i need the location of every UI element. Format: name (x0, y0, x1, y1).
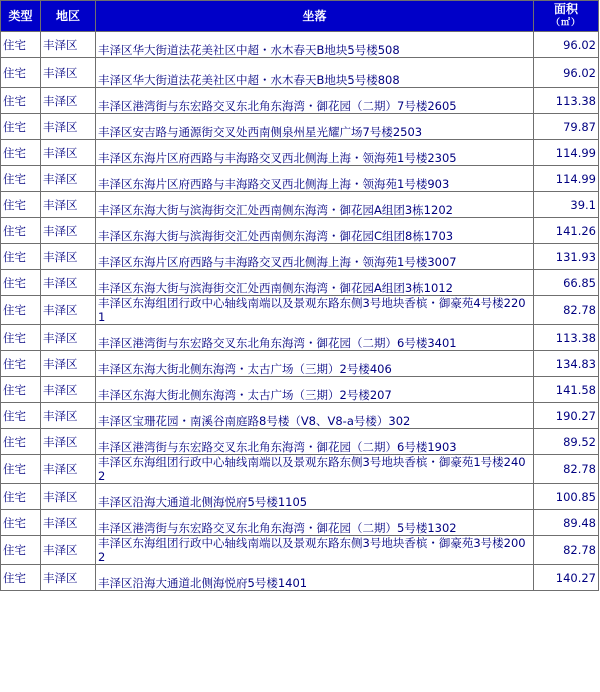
table-body (1, 32, 599, 591)
cell-area: 39.1 (534, 192, 599, 218)
table-row (1, 455, 599, 484)
cell-type: 住宅 (1, 455, 41, 484)
cell-district: 丰泽区 (41, 140, 96, 166)
cell-location: 丰泽区沿海大通道北侧海悦府5号楼1105 (96, 484, 534, 510)
cell-location: 丰泽区宝珊花园・南溪谷南庭路8号楼（V8、V8-a号楼）302 (96, 403, 534, 429)
table-row (1, 510, 599, 536)
cell-type: 住宅 (1, 270, 41, 296)
cell-area: 134.83 (534, 351, 599, 377)
cell-area: 141.58 (534, 377, 599, 403)
cell-area: 96.02 (534, 32, 599, 58)
cell-location: 丰泽区东海大街与滨海街交汇处西南侧东海湾・御花园A组团3栋1202 (96, 192, 534, 218)
cell-location: 丰泽区东海大街北侧东海湾・太古广场（三期）2号楼207 (96, 377, 534, 403)
cell-type: 住宅 (1, 325, 41, 351)
cell-district: 丰泽区 (41, 403, 96, 429)
table-row (1, 296, 599, 325)
cell-district: 丰泽区 (41, 296, 96, 325)
cell-district: 丰泽区 (41, 166, 96, 192)
cell-district: 丰泽区 (41, 270, 96, 296)
table-row (1, 429, 599, 455)
cell-district: 丰泽区 (41, 58, 96, 88)
cell-district: 丰泽区 (41, 32, 96, 58)
cell-type: 住宅 (1, 510, 41, 536)
cell-district: 丰泽区 (41, 218, 96, 244)
cell-type: 住宅 (1, 484, 41, 510)
cell-location: 丰泽区沿海大通道北侧海悦府5号楼1401 (96, 565, 534, 591)
cell-location: 丰泽区港湾街与东宏路交叉东北角东海湾・御花园（二期）5号楼1302 (96, 510, 534, 536)
cell-location: 丰泽区东海组团行政中心轴线南端以及景观东路东侧3号地块香槟・御豪苑3号楼2002 (96, 536, 534, 565)
cell-area: 113.38 (534, 325, 599, 351)
cell-area: 66.85 (534, 270, 599, 296)
cell-type: 住宅 (1, 377, 41, 403)
cell-type: 住宅 (1, 166, 41, 192)
table-row (1, 32, 599, 58)
table-row (1, 403, 599, 429)
table-row (1, 484, 599, 510)
cell-district: 丰泽区 (41, 114, 96, 140)
cell-location: 丰泽区东海组团行政中心轴线南端以及景观东路东侧3号地块香槟・御豪苑1号楼2402 (96, 455, 534, 484)
cell-type: 住宅 (1, 536, 41, 565)
cell-type: 住宅 (1, 58, 41, 88)
cell-area: 141.26 (534, 218, 599, 244)
cell-district: 丰泽区 (41, 455, 96, 484)
header-area (534, 1, 599, 32)
cell-location: 丰泽区东海片区府西路与丰海路交叉西北侧海上海・领海苑1号楼2305 (96, 140, 534, 166)
table-row (1, 565, 599, 591)
cell-district: 丰泽区 (41, 484, 96, 510)
cell-area: 190.27 (534, 403, 599, 429)
cell-type: 住宅 (1, 403, 41, 429)
cell-district: 丰泽区 (41, 377, 96, 403)
cell-district: 丰泽区 (41, 88, 96, 114)
cell-district: 丰泽区 (41, 565, 96, 591)
cell-area: 113.38 (534, 88, 599, 114)
cell-type: 住宅 (1, 88, 41, 114)
cell-district: 丰泽区 (41, 351, 96, 377)
cell-location: 丰泽区华大街道法花美社区中超・水木春天B地块5号楼508 (96, 32, 534, 58)
cell-area: 100.85 (534, 484, 599, 510)
table-header (1, 1, 599, 32)
table-row (1, 140, 599, 166)
table-row (1, 218, 599, 244)
cell-type: 住宅 (1, 296, 41, 325)
cell-type: 住宅 (1, 565, 41, 591)
cell-location: 丰泽区东海片区府西路与丰海路交叉西北侧海上海・领海苑1号楼3007 (96, 244, 534, 270)
cell-district: 丰泽区 (41, 510, 96, 536)
table-row (1, 270, 599, 296)
cell-location: 丰泽区东海片区府西路与丰海路交叉西北侧海上海・领海苑1号楼903 (96, 166, 534, 192)
cell-district: 丰泽区 (41, 429, 96, 455)
cell-type: 住宅 (1, 192, 41, 218)
cell-type: 住宅 (1, 218, 41, 244)
cell-district: 丰泽区 (41, 244, 96, 270)
cell-type: 住宅 (1, 32, 41, 58)
cell-district: 丰泽区 (41, 325, 96, 351)
cell-location: 丰泽区港湾街与东宏路交叉东北角东海湾・御花园（二期）6号楼3401 (96, 325, 534, 351)
header-location: 坐落 (96, 1, 534, 32)
cell-location: 丰泽区安吉路与通源街交叉处西南侧泉州星光耀广场7号楼2503 (96, 114, 534, 140)
cell-type: 住宅 (1, 429, 41, 455)
table-row (1, 88, 599, 114)
cell-location: 丰泽区港湾街与东宏路交叉东北角东海湾・御花园（二期）7号楼2605 (96, 88, 534, 114)
cell-location: 丰泽区华大街道法花美社区中超・水木春天B地块5号楼808 (96, 58, 534, 88)
header-type: 类型 (1, 1, 41, 32)
cell-area: 114.99 (534, 166, 599, 192)
cell-area: 82.78 (534, 455, 599, 484)
cell-type: 住宅 (1, 244, 41, 270)
header-area-unit: （㎡） (550, 18, 581, 28)
cell-location: 丰泽区东海大街与滨海街交汇处西南侧东海湾・御花园A组团3栋1012 (96, 270, 534, 296)
cell-area: 89.48 (534, 510, 599, 536)
header-district: 地区 (41, 1, 96, 32)
cell-area: 82.78 (534, 536, 599, 565)
cell-district: 丰泽区 (41, 192, 96, 218)
table-row (1, 166, 599, 192)
cell-location: 丰泽区东海大街与滨海街交汇处西南侧东海湾・御花园C组团8栋1703 (96, 218, 534, 244)
table-row (1, 536, 599, 565)
cell-district: 丰泽区 (41, 536, 96, 565)
cell-type: 住宅 (1, 351, 41, 377)
cell-location: 丰泽区港湾街与东宏路交叉东北角东海湾・御花园（二期）6号楼1903 (96, 429, 534, 455)
header-area-label: 面积 (553, 2, 578, 16)
cell-area: 131.93 (534, 244, 599, 270)
table-row (1, 114, 599, 140)
cell-area: 79.87 (534, 114, 599, 140)
cell-area: 89.52 (534, 429, 599, 455)
cell-area: 96.02 (534, 58, 599, 88)
cell-area: 140.27 (534, 565, 599, 591)
table-row (1, 192, 599, 218)
table-row (1, 351, 599, 377)
header-row (1, 1, 599, 32)
cell-area: 82.78 (534, 296, 599, 325)
cell-type: 住宅 (1, 114, 41, 140)
table-row (1, 244, 599, 270)
cell-area: 114.99 (534, 140, 599, 166)
table-row (1, 325, 599, 351)
table-row (1, 377, 599, 403)
cell-location: 丰泽区东海组团行政中心轴线南端以及景观东路东侧3号地块香槟・御豪苑4号楼2201 (96, 296, 534, 325)
cell-type: 住宅 (1, 140, 41, 166)
table-row (1, 58, 599, 88)
cell-location: 丰泽区东海大街北侧东海湾・太古广场（三期）2号楼406 (96, 351, 534, 377)
